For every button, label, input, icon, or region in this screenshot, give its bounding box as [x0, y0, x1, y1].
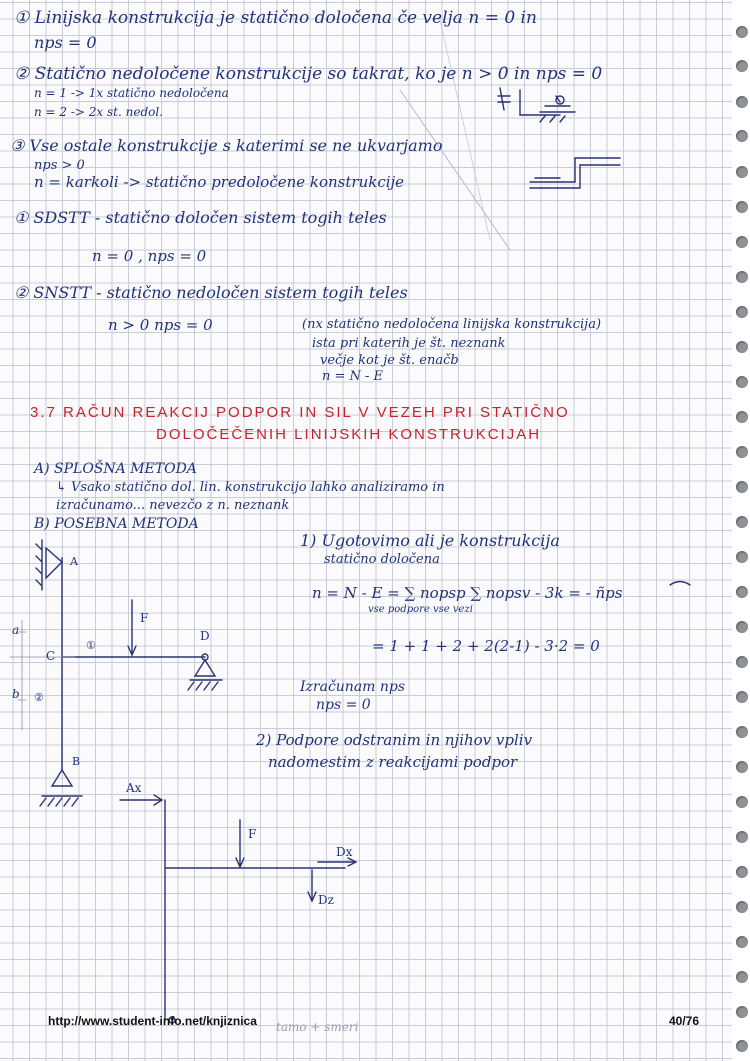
roller-support-sketch: [498, 88, 575, 122]
diagram-label-d: D: [200, 629, 210, 643]
note-line: (nx statično nedoločena linijska konstrukcija): [302, 317, 602, 332]
formula: n = N - E = ∑ nopsp ∑ nopsv - 3k = - ñps: [312, 584, 623, 602]
note-line: B) POSEBNA METODA: [34, 516, 199, 532]
note-line: n > 0 nps = 0: [108, 316, 213, 334]
note-line: nps = 0: [34, 33, 97, 52]
dimension-label-b: b: [12, 687, 20, 701]
note-line: A) SPLOŠNA METODA: [34, 461, 197, 477]
bottom-scrawl: tamo + smeri: [276, 1020, 359, 1034]
note-line: nps = 0: [316, 697, 371, 713]
note-line: ① Linijska konstrukcija je statično določena če velja n = 0 in: [14, 8, 537, 28]
diagram-label-b: B: [72, 755, 81, 768]
reaction-label-dz: Dz: [318, 893, 334, 907]
note-line: ② Statično nedoločene konstrukcije so takrat, ko je n > 0 in nps = 0: [14, 64, 603, 84]
note-line: ③ Vse ostale konstrukcije s katerimi se ne ukvarjamo: [10, 136, 443, 155]
reaction-label-dx: Dx: [336, 845, 353, 859]
note-line: ② SNSTT - statično nedoločen sistem togih teles: [14, 283, 408, 302]
note-line: n = N - E: [322, 369, 384, 384]
note-line: n = 1 -> 1x statično nedoločena: [34, 86, 229, 100]
faint-diagonal-stroke: [400, 90, 510, 250]
member-label-1: ①: [86, 639, 96, 652]
diagram-label-force: F: [140, 611, 149, 625]
diagram-label-c: C: [46, 649, 56, 663]
note-line: n = 2 -> 2x st. nedol.: [34, 105, 163, 119]
free-body-force-label: F: [248, 827, 257, 841]
reaction-label-ax: Ax: [126, 781, 142, 795]
footer-url[interactable]: http://www.student-info.net/knjiznica: [48, 1014, 257, 1028]
note-line: nps > 0: [34, 158, 85, 173]
note-line: statično določena: [324, 552, 440, 567]
note-line: izračunamo... nevezčo z n. neznank: [56, 498, 290, 513]
note-line: n = karkoli -> statično predoločene konstrukcije: [34, 173, 405, 191]
note-line: nadomestim z reakcijami podpor: [268, 753, 518, 771]
section-heading: DOLOČEČENIH LINIJSKIH KONSTRUKCIJAH: [156, 426, 542, 443]
note-line: Izračunam nps: [300, 679, 406, 695]
dimension-label-a: a: [12, 623, 20, 637]
formula-subscript: vse podpore vse vezi: [368, 604, 473, 615]
note-line: 2) Podpore odstranim in njihov vpliv: [256, 731, 533, 749]
clamp-support-sketch: [530, 158, 620, 188]
faint-diagonal-stroke: [440, 20, 490, 240]
note-line: 1) Ugotovimo ali je konstrukcija: [300, 531, 560, 550]
member-label-2: ②: [34, 691, 44, 704]
note-line: n = 0 , nps = 0: [92, 247, 207, 265]
tilde-mark: [670, 582, 690, 586]
section-heading: 3.7 RAČUN REAKCIJ PODPOR IN SIL V VEZEH PRI STATIČNO: [30, 404, 570, 421]
diagram-label-a: A: [70, 555, 78, 568]
note-line: večje kot je št. enačb: [320, 353, 459, 368]
note-line: ista pri katerih je št. neznank: [312, 336, 506, 351]
free-body-diagram: [120, 795, 356, 1023]
page-number: 40/76: [669, 1014, 700, 1028]
formula: = 1 + 1 + 2 + 2(2-1) - 3·2 = 0: [372, 637, 600, 655]
frame-diagram: [10, 540, 222, 806]
note-line: ↳ Vsako statično dol. lin. konstrukcijo lahko analiziramo in: [56, 480, 445, 495]
note-line: ① SDSTT - statično določen sistem togih teles: [14, 208, 387, 227]
